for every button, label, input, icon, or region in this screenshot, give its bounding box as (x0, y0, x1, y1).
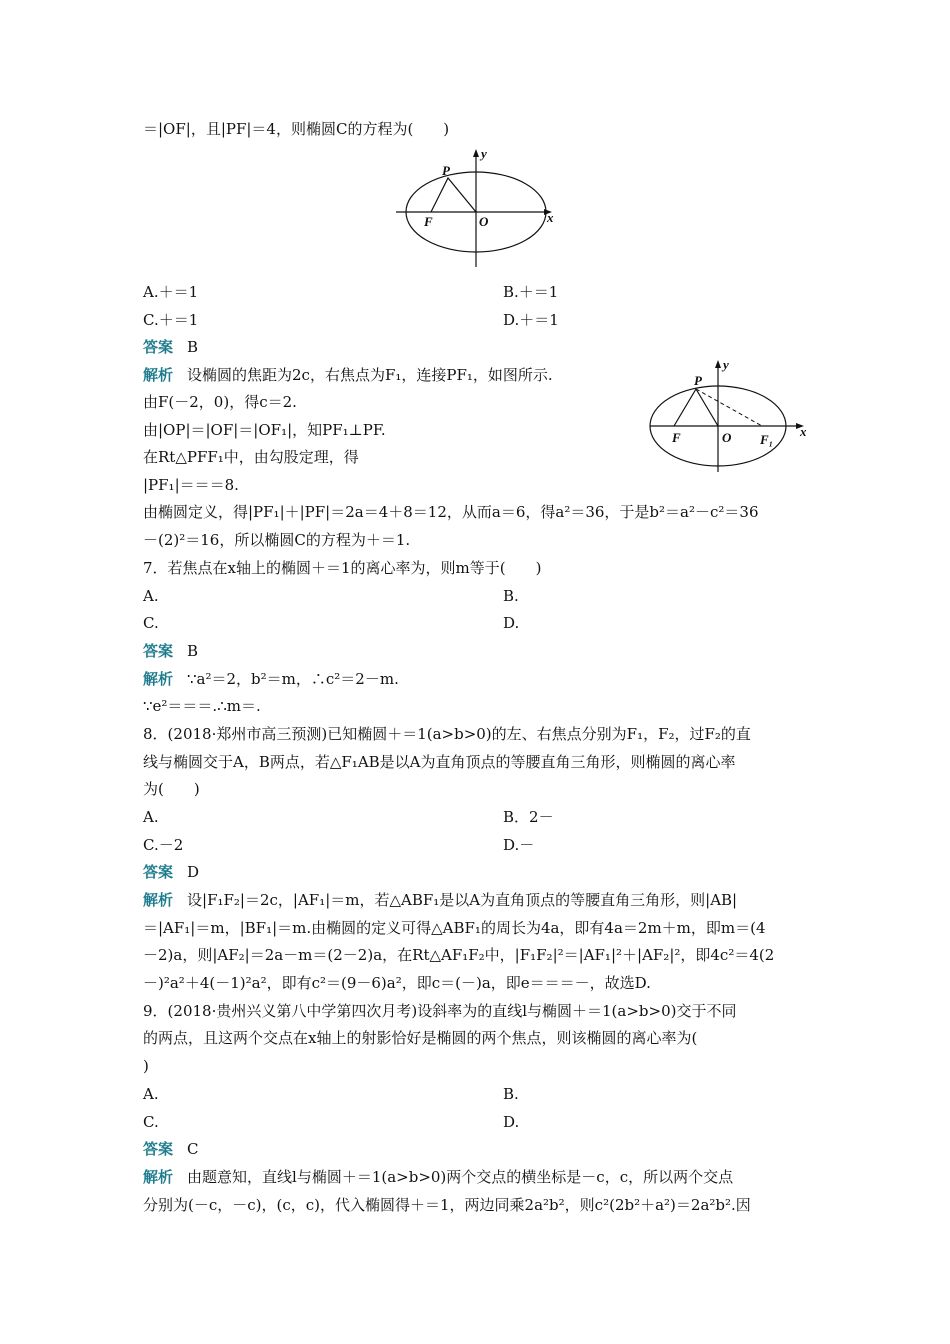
analysis-label: 解析 (143, 891, 174, 909)
q6-stem-tail: ＝|OF|，且|PF|＝4，则椭圆C的方程为( ) (143, 120, 450, 138)
fig1-label-x: x (547, 210, 554, 225)
q6-analysis-line-6: 由椭圆定义，得|PF₁|＋|PF|＝2a＝4＋8＝12，从而a＝6，得a²＝36，于是b²＝a²－c²＝36 (143, 503, 759, 521)
q7-option-d: D. (503, 614, 520, 632)
fig2-label-p: P (694, 373, 702, 388)
q9-option-a: A. (143, 1085, 159, 1103)
answer-value: D (187, 863, 200, 881)
q8-analysis-line-4: －)²a²＋4(－1)²a²，即有c²＝(9－6)a²，即c＝(－)a，即e＝＝＝－，故选D. (143, 974, 651, 992)
q7-option-a: A. (143, 587, 159, 605)
ellipse-figure-1 (392, 145, 562, 271)
answer-label: 答案 (143, 338, 174, 356)
fig2-label-f: F (672, 430, 681, 445)
q8-option-b: B．2－ (503, 808, 554, 826)
q9-analysis-line-1 (143, 1167, 733, 1187)
q6-analysis-line-2: 由F(－2，0)，得c＝2. (143, 393, 297, 411)
fig1-label-y: y (481, 146, 487, 161)
q6-option-d: D.＋＝1 (503, 311, 559, 329)
q6-analysis-line-3: 由|OP|＝|OF|＝|OF₁|，知PF₁⊥PF. (143, 421, 386, 439)
analysis-text: ∵a²＝2，b²＝m，∴c²＝2－m. (187, 670, 399, 688)
answer-label: 答案 (143, 642, 174, 660)
q8-stem-line-2: 线与椭圆交于A，B两点，若△F₁AB是以A为直角顶点的等腰直角三角形，则椭圆的离心率 (143, 753, 736, 771)
answer-value: C (187, 1140, 199, 1158)
q9-answer (143, 1139, 199, 1159)
q6-option-a: A.＋＝1 (143, 283, 199, 301)
q6-analysis-line-5: |PF₁|＝＝＝8. (143, 476, 239, 494)
fig2-label-x: x (800, 424, 807, 439)
answer-label: 答案 (143, 863, 174, 881)
q6-answer (143, 337, 198, 357)
q7-analysis-line-1 (143, 669, 399, 689)
answer-value: B (187, 642, 199, 660)
q8-stem-line-1: 8．(2018·郑州市高三预测)已知椭圆＋＝1(a>b>0)的左、右焦点分别为F₁，F₂，过F₂的直 (143, 725, 751, 743)
q8-option-c: C.－2 (143, 836, 184, 854)
q9-option-c: C. (143, 1113, 159, 1131)
fig2-label-f1: F₁ (760, 432, 774, 447)
q6-analysis-line-1 (143, 365, 553, 385)
q9-option-d: D. (503, 1113, 520, 1131)
q7-answer (143, 641, 198, 661)
fig1-label-p: P (442, 163, 450, 178)
analysis-label: 解析 (143, 1168, 174, 1186)
q8-analysis-line-1 (143, 890, 737, 910)
q8-analysis-line-2: ＝|AF₁|＝m，|BF₁|＝m.由椭圆的定义可得△ABF₁的周长为4a，即有4a＝2m＋m，即m＝(4 (143, 919, 766, 937)
q8-stem-line-3: 为( ) (143, 780, 200, 798)
q8-analysis-line-3: －2)a，则|AF₂|＝2a－m＝(2－2)a，在Rt△AF₁F₂中，|F₁F₂|²＝|AF₁|²＋|AF₂|²，即4c²＝4(2 (143, 946, 775, 964)
q7-stem: 7．若焦点在x轴上的椭圆＋＝1的离心率为，则m等于( ) (143, 559, 542, 577)
q7-option-b: B. (503, 587, 519, 605)
q8-option-a: A. (143, 808, 159, 826)
q9-analysis-line-2: 分别为(－c，－c)，(c，c)，代入椭圆得＋＝1，两边同乘2a²b²，则c²(2b²＋a²)＝2a²b².因 (143, 1196, 751, 1214)
fig2-label-o: O (722, 430, 732, 445)
analysis-text: 设椭圆的焦距为2c，右焦点为F₁，连接PF₁，如图所示. (187, 366, 553, 384)
q8-answer (143, 862, 199, 882)
q9-stem-line-3: ) (143, 1057, 149, 1075)
analysis-label: 解析 (143, 366, 174, 384)
answer-value: B (187, 338, 199, 356)
q6-option-c: C.＋＝1 (143, 311, 199, 329)
q9-stem-line-2: 的两点，且这两个交点在x轴上的射影恰好是椭圆的两个焦点，则该椭圆的离心率为( (143, 1029, 698, 1047)
analysis-text: 设|F₁F₂|＝2c，|AF₁|＝m，若△ABF₁是以A为直角顶点的等腰直角三角形，则|AB| (187, 891, 738, 909)
fig2-label-y: y (723, 357, 729, 372)
ellipse-figure-2 (648, 356, 818, 476)
analysis-label: 解析 (143, 670, 174, 688)
q6-analysis-line-4: 在Rt△PFF₁中，由勾股定理，得 (143, 448, 359, 466)
fig1-label-f: F (424, 214, 433, 229)
q7-option-c: C. (143, 614, 159, 632)
fig1-label-o: O (479, 214, 489, 229)
q6-analysis-line-7: －(2)²＝16，所以椭圆C的方程为＋＝1. (143, 531, 411, 549)
analysis-text: 由题意知，直线l与椭圆＋＝1(a>b>0)两个交点的横坐标是－c，c，所以两个交点 (187, 1168, 734, 1186)
q6-option-b: B.＋＝1 (503, 283, 559, 301)
q8-option-d: D.－ (503, 836, 535, 854)
q7-analysis-line-2: ∵e²＝＝＝.∴m＝. (143, 697, 261, 715)
answer-label: 答案 (143, 1140, 174, 1158)
q9-option-b: B. (503, 1085, 519, 1103)
q9-stem-line-1: 9．(2018·贵州兴义第八中学第四次月考)设斜率为的直线l与椭圆＋＝1(a>b>0)交于不同 (143, 1002, 737, 1020)
